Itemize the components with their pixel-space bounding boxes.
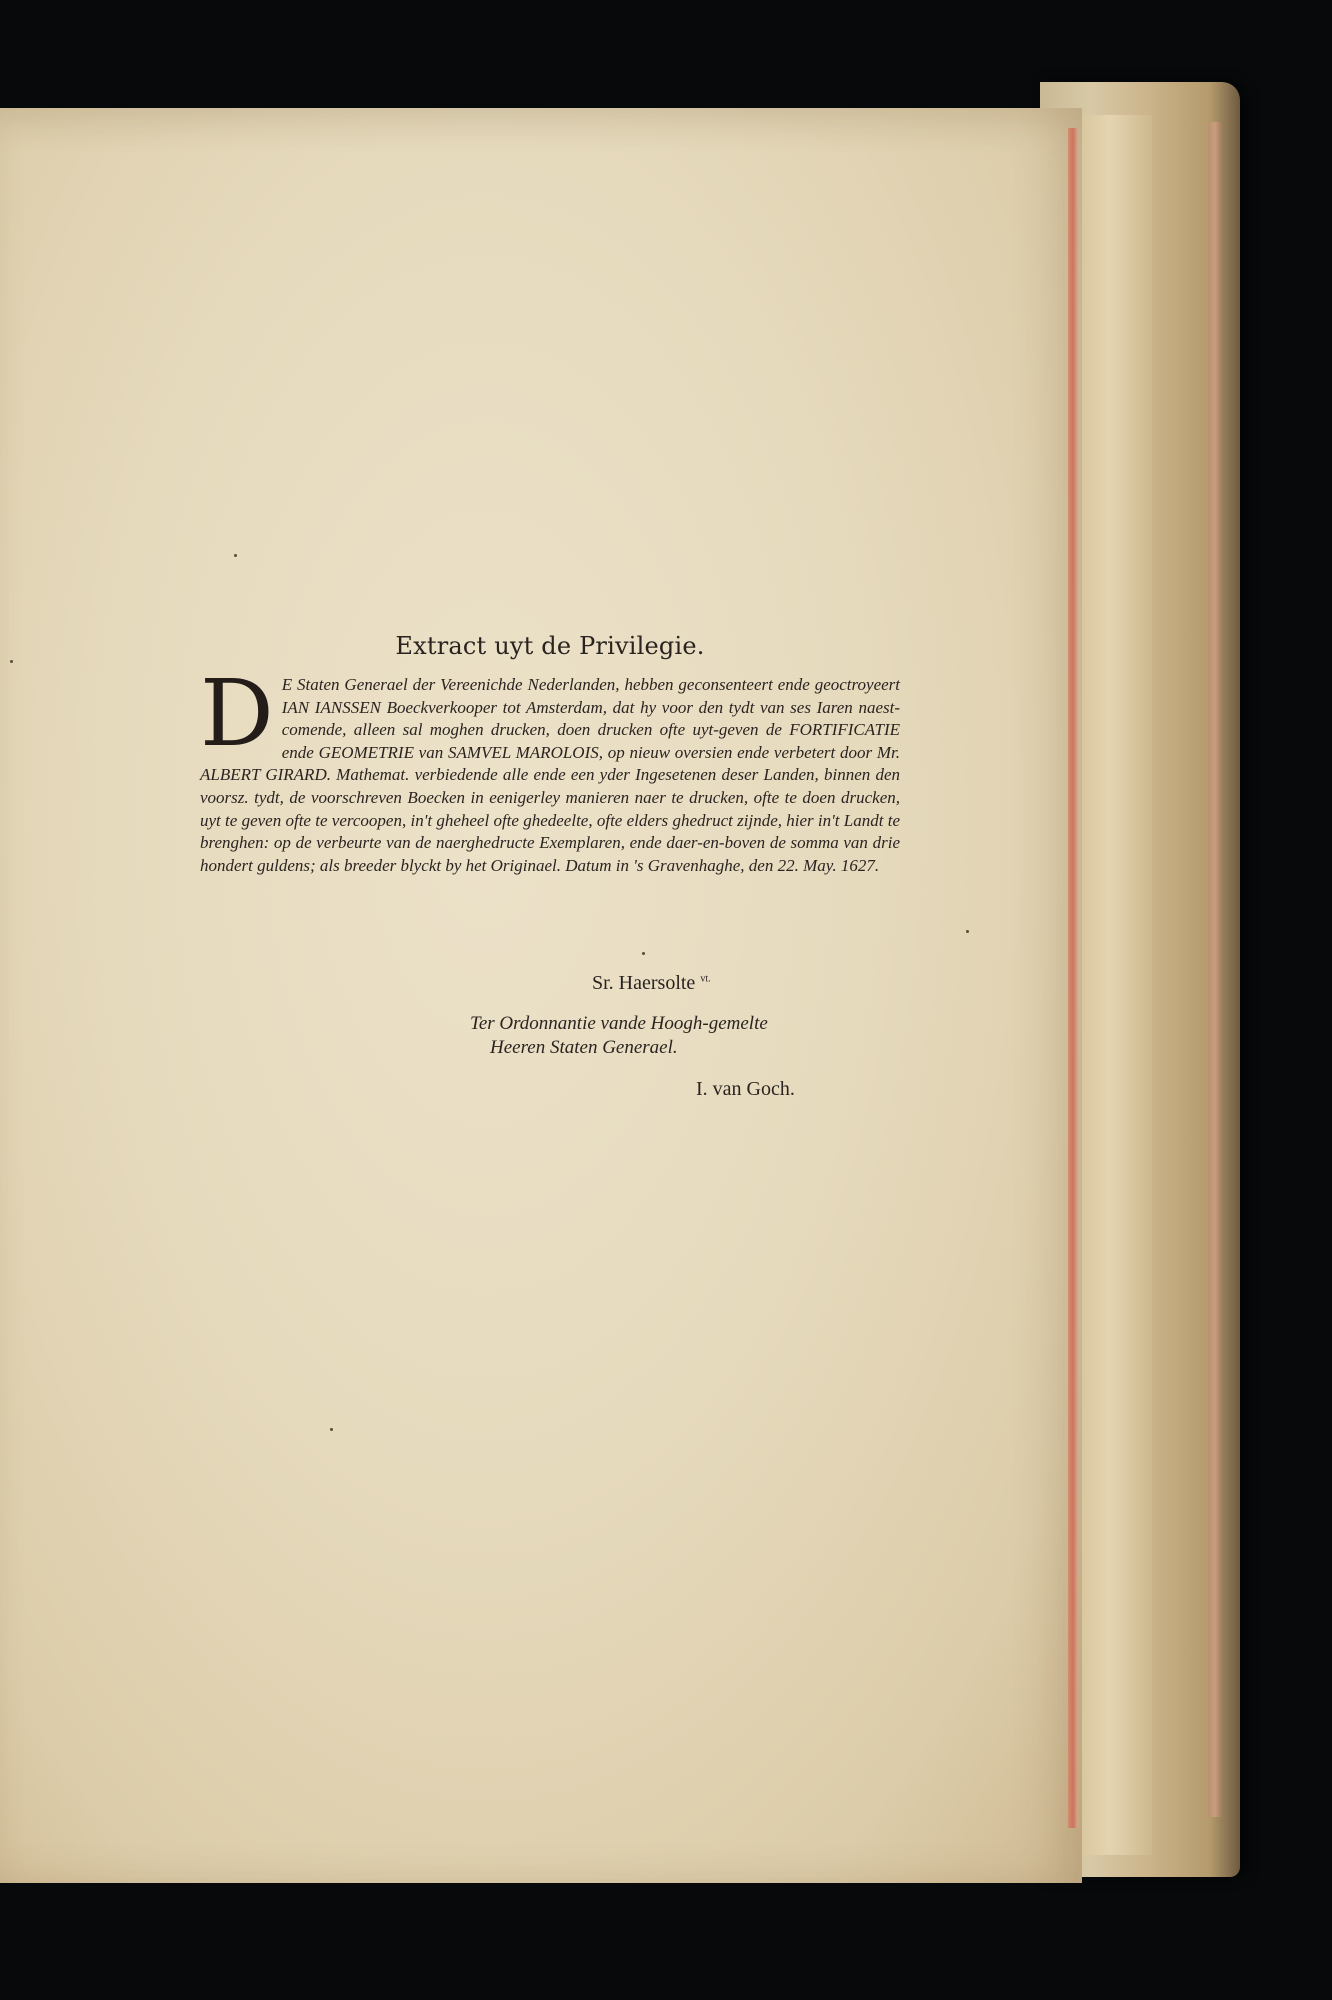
page-speck [234,554,237,557]
page-red-edge [1068,128,1078,1828]
signature-haersolte-suffix: vt. [700,973,711,985]
page-fold [1082,115,1152,1855]
signature-van-goch: I. van Goch. [696,1078,795,1100]
drop-cap: D [200,660,274,767]
signature-haersolte [592,972,711,995]
privilege-extract [200,632,900,877]
order-line-2: Heeren Staten Generael. [490,1037,678,1058]
extract-heading: Extract uyt de Privilegie. [395,632,705,660]
privilege-body [200,660,900,877]
page-speck [330,1428,333,1431]
page-speck [642,952,645,955]
page-speck [10,660,13,663]
privilege-text: E Staten Generael der Vereenichde Nederlanden, hebben geconsenteert ende geoctroyeert IAN IANSSEN Boeckverkooper tot Amsterdam, dat hy voor den tydt van ses Iaren naest-comende, alleen sal moghen drucken, doen drucken ofte uyt-geven de FORTIFICATIE ende GEOMETRIE van SAMVEL MAROLOIS, op nieuw oversien ende verbetert door Mr. ALBERT GIRARD. Mathemat. verbiedende alle ende een yder Ingesetenen deser Landen, binnen den voorsz. tydt, de voorschreven Boecken in eenigerley manieren naer te drucken, ofte te doen drucken, uyt te geven ofte te vercoopen, in't gheheel ofte ghedeelte, ofte elders ghedruct zijnde, hier in't Landt te brenghen: op de verbeurte van de naerghedructe Exemplaren, ende daer-en-boven de somma van drie hondert guldens; als breeder blyckt by het Originael. Datum in 's Gravenhaghe, den 22. May. 1627. [200,675,900,875]
order-statement [470,1012,768,1060]
signature-haersolte-name: Sr. Haersolte [592,972,696,994]
book-page [0,108,1082,1883]
order-line-1: Ter Ordonnantie vande Hoogh-gemelte [470,1013,768,1034]
page-speck [966,930,969,933]
